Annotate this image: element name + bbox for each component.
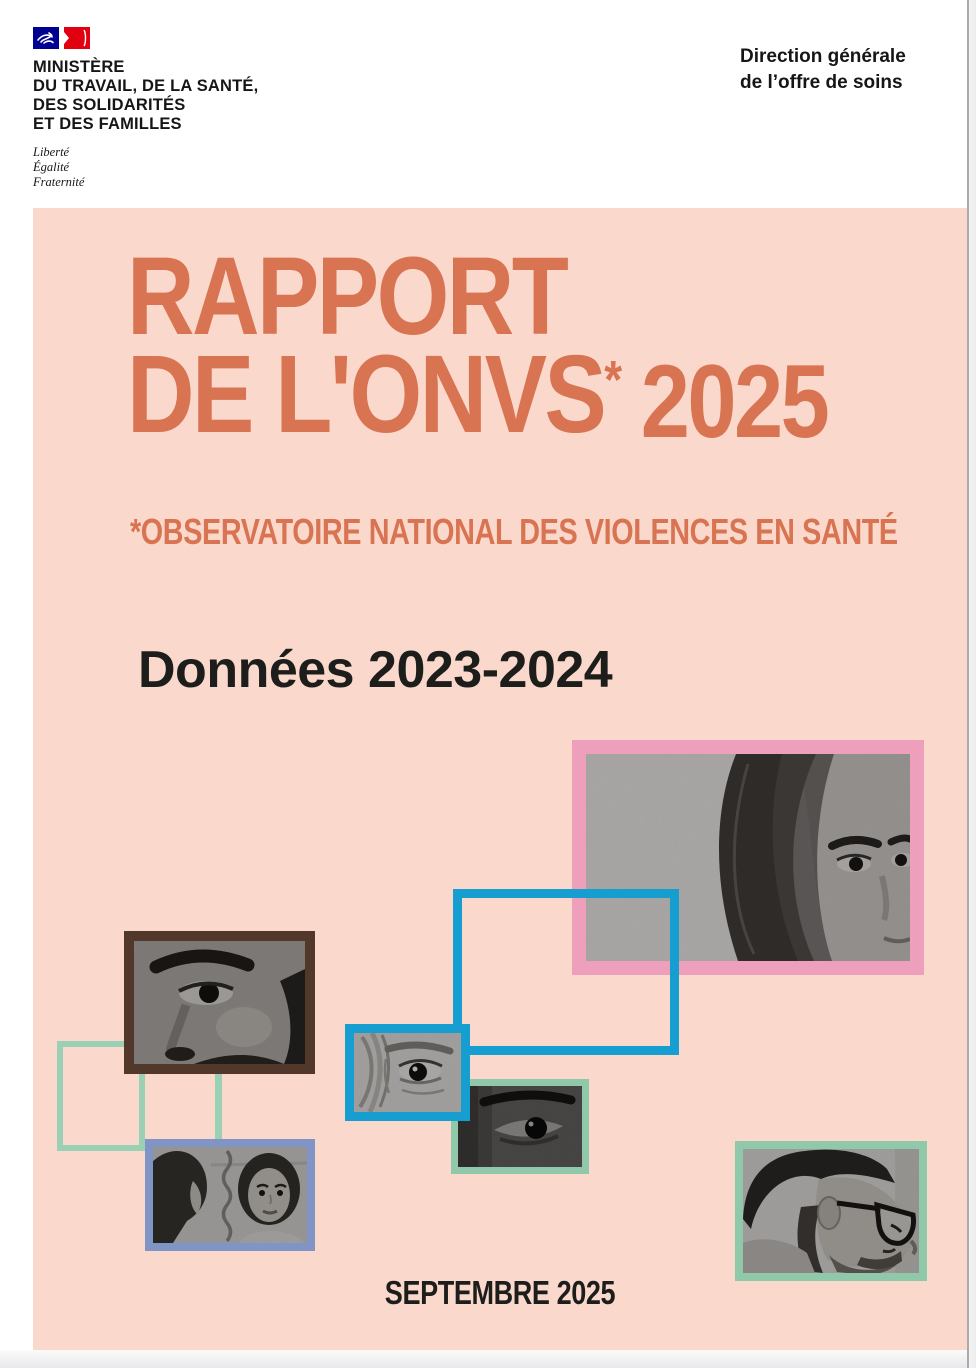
publication-date: SEPTEMBRE 2025 (384, 1274, 616, 1311)
cyan-outline-rectangle (453, 889, 679, 1055)
ministry-name-line: MINISTÈRE (33, 58, 125, 76)
motto-line: Liberté (33, 145, 70, 159)
title-line-1: RAPPORT (127, 235, 567, 358)
direction-line: Direction générale (740, 46, 906, 67)
window-right-edge (969, 0, 976, 1368)
title-asterisk: * (604, 350, 623, 410)
photo-eye-closeup (451, 1079, 589, 1174)
title-line-2: DE L'ONVS (127, 333, 605, 456)
ministry-name (33, 58, 258, 134)
title-year: 2025 (640, 344, 828, 460)
photo-elderly-eye (345, 1024, 470, 1121)
mint-connector-line (215, 1072, 222, 1142)
motto-line: Fraternité (33, 175, 85, 189)
page-bottom-edge (0, 1350, 969, 1368)
ministry-name-line: ET DES FAMILLES (33, 115, 182, 133)
republic-motto (33, 145, 258, 190)
direction-generale-label (740, 44, 906, 96)
flag-red-block (64, 27, 90, 49)
motto-line: Égalité (33, 160, 70, 174)
cover-panel (33, 208, 967, 1350)
photo-caregiver (145, 1139, 315, 1251)
ministry-name-line: DU TRAVAIL, DE LA SANTÉ, (33, 77, 259, 95)
window-edge-line (967, 0, 969, 1368)
ministry-logo-block (33, 27, 258, 190)
flag-blue-block (33, 27, 59, 49)
data-period-label: Données 2023-2024 (138, 641, 613, 699)
direction-line: de l’offre de soins (740, 72, 903, 93)
report-title (127, 235, 828, 463)
photo-man-eye-nose (124, 931, 315, 1074)
report-subtitle: *OBSERVATOIRE NATIONAL DES VIOLENCES EN SANTÉ (130, 511, 898, 552)
ministry-name-line: DES SOLIDARITÉS (33, 96, 186, 114)
french-flag-marianne-icon (33, 27, 91, 49)
photo-man-glasses (735, 1141, 927, 1281)
